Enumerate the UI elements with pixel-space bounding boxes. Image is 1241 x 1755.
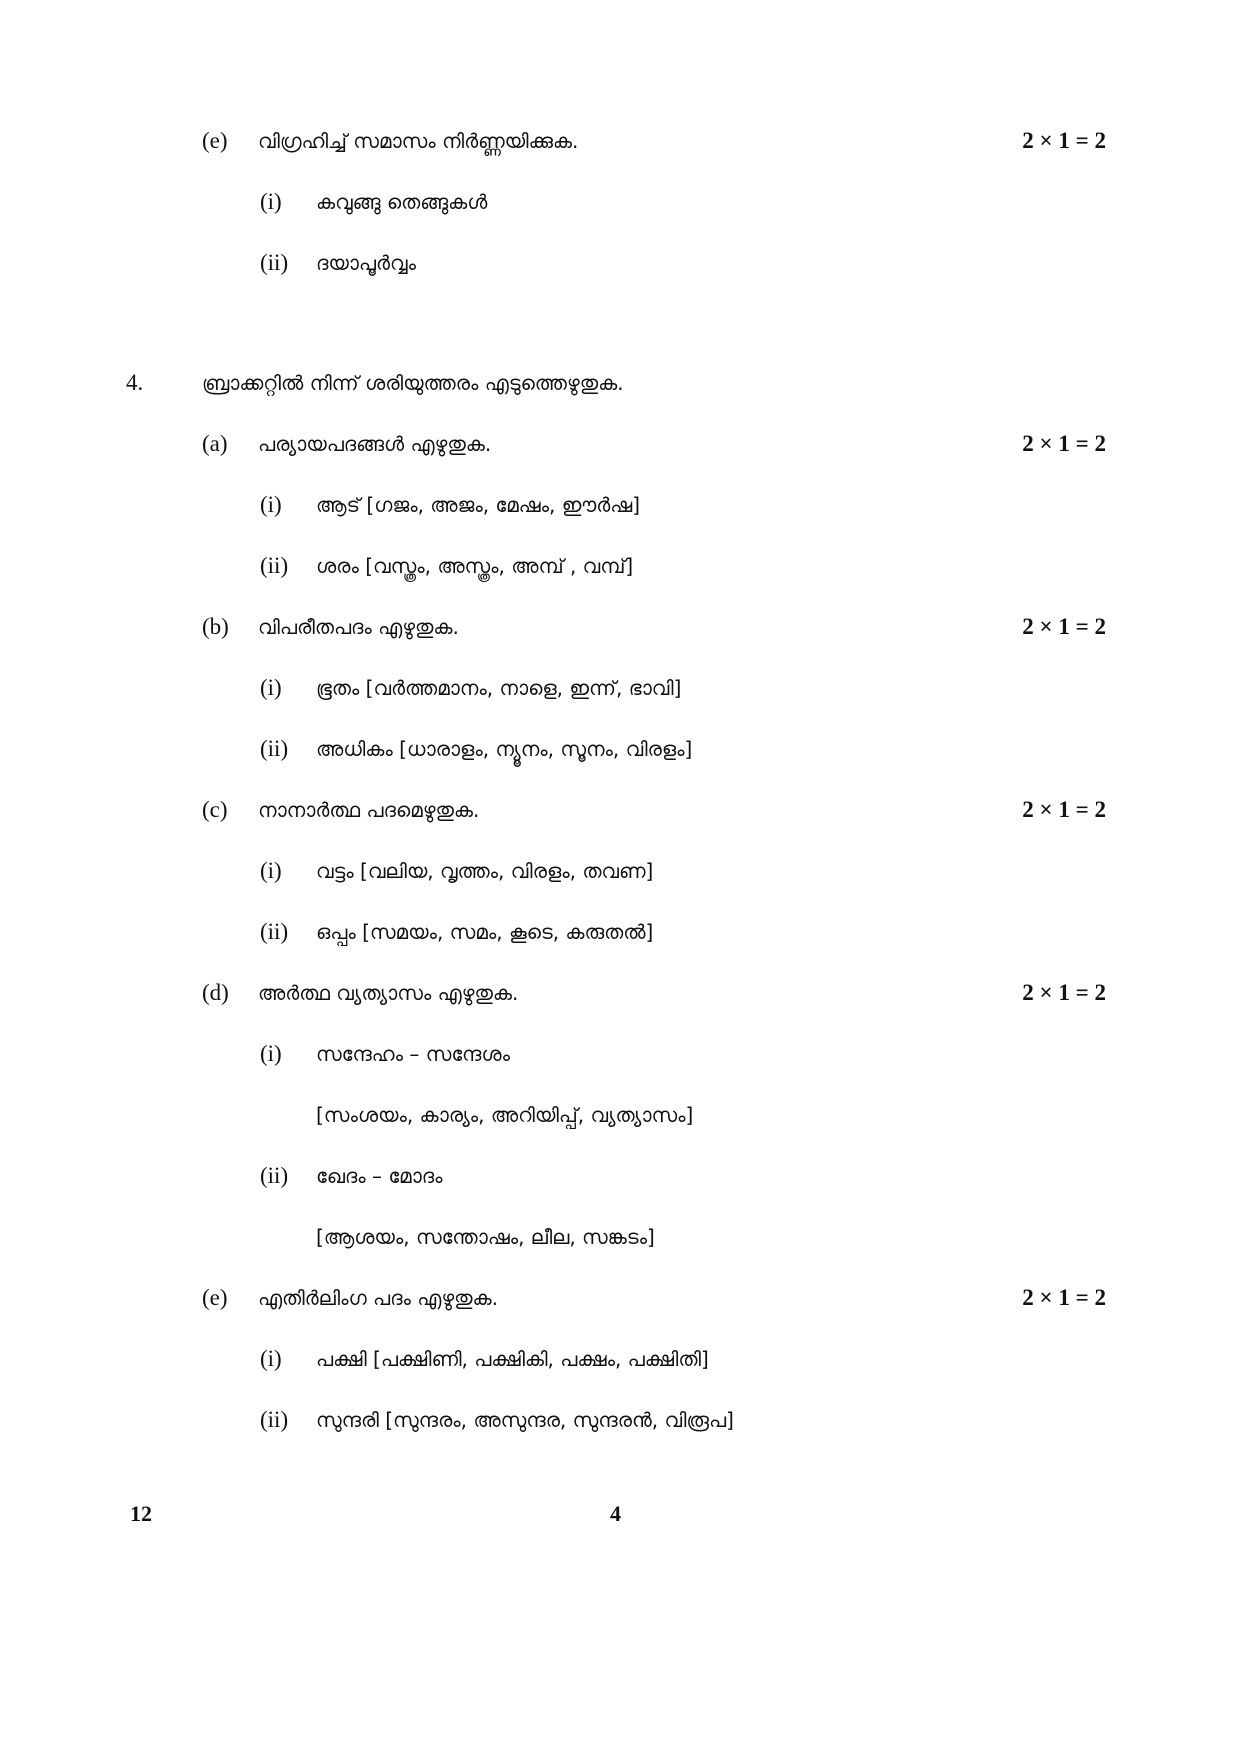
item-text: അധികം [ധാരാളം, ന്യൂനം, സൂനം, വിരളം]	[316, 737, 693, 761]
item-label: (ii)	[260, 250, 289, 275]
item-label: (i)	[260, 675, 282, 700]
item-label: (i)	[260, 189, 282, 214]
marks-label: 2 × 1 = 2	[1022, 614, 1106, 639]
item-label: (ii)	[260, 553, 289, 578]
item-label: (ii)	[260, 1163, 289, 1188]
item-text: ഖേദം – മോദം	[316, 1164, 443, 1188]
part-instruction: അർത്ഥ വ്യത്യാസം എഴുതുക.	[258, 981, 519, 1005]
question-number: 4.	[126, 370, 144, 395]
item-label: (i)	[260, 858, 282, 883]
paper-code: 12	[130, 1501, 152, 1526]
item-options: [ആശയം, സന്തോഷം, ലീല, സങ്കടം]	[316, 1225, 655, 1249]
item-text: കവുങ്ങു തെങ്ങുകൾ	[316, 190, 488, 214]
marks-label: 2 × 1 = 2	[1022, 797, 1106, 822]
part-label: (d)	[202, 980, 229, 1005]
item-text: പക്ഷി [പക്ഷിണി, പക്ഷികി, പക്ഷം, പക്ഷിതി]	[316, 1347, 709, 1371]
item-text: സന്ദേഹം – സന്ദേശം	[316, 1042, 510, 1066]
part-instruction: എതിർലിംഗ പദം എഴുതുക.	[258, 1286, 498, 1310]
part-instruction: വിഗ്രഹിച്ച് സമാസം നിർണ്ണയിക്കുക.	[258, 129, 579, 153]
part-label: (c)	[202, 797, 228, 822]
part-label: (e)	[202, 128, 228, 153]
item-text: ഒപ്പം [സമയം, സമം, കൂടെ, കരുതൽ]	[316, 920, 654, 944]
item-text: സുന്ദരി [സുന്ദരം, അസുന്ദര, സുന്ദരൻ, വിരൂപ]	[316, 1408, 734, 1432]
item-label: (ii)	[260, 736, 289, 761]
marks-label: 2 × 1 = 2	[1022, 1285, 1106, 1310]
item-text: ശരം [വസ്ത്രം, അസ്ത്രം, അമ്പ് , വമ്പ്]	[316, 554, 634, 578]
marks-label: 2 × 1 = 2	[1022, 431, 1106, 456]
question-instruction: ബ്രാക്കറ്റിൽ നിന്ന് ശരിയുത്തരം എടുത്തെഴുതുക.	[202, 371, 624, 395]
item-label: (ii)	[260, 919, 289, 944]
item-text: വട്ടം [വലിയ, വൃത്തം, വിരളം, തവണ]	[316, 859, 654, 883]
part-instruction: നാനാർത്ഥ പദമെഴുതുക.	[258, 798, 480, 822]
page-number: 4	[610, 1501, 621, 1526]
item-label: (i)	[260, 1041, 282, 1066]
item-text: ആട് [ഗജം, അജം, മേഷം, ഈർഷ]	[316, 493, 641, 517]
item-text: ഭൂതം [വർത്തമാനം, നാളെ, ഇന്ന്, ഭാവി]	[316, 676, 682, 700]
item-text: ദയാപൂർവ്വം	[316, 251, 416, 275]
item-label: (i)	[260, 1346, 282, 1371]
item-label: (ii)	[260, 1407, 289, 1432]
marks-label: 2 × 1 = 2	[1022, 128, 1106, 153]
item-options: [സംശയം, കാര്യം, അറിയിപ്പ്, വ്യത്യാസം]	[316, 1103, 694, 1127]
part-instruction: പര്യായപദങ്ങൾ എഴുതുക.	[258, 432, 492, 456]
marks-label: 2 × 1 = 2	[1022, 980, 1106, 1005]
part-label: (b)	[202, 614, 229, 639]
part-label: (e)	[202, 1285, 228, 1310]
part-label: (a)	[202, 431, 228, 456]
item-label: (i)	[260, 492, 282, 517]
part-instruction: വിപരീതപദം എഴുതുക.	[258, 615, 459, 639]
